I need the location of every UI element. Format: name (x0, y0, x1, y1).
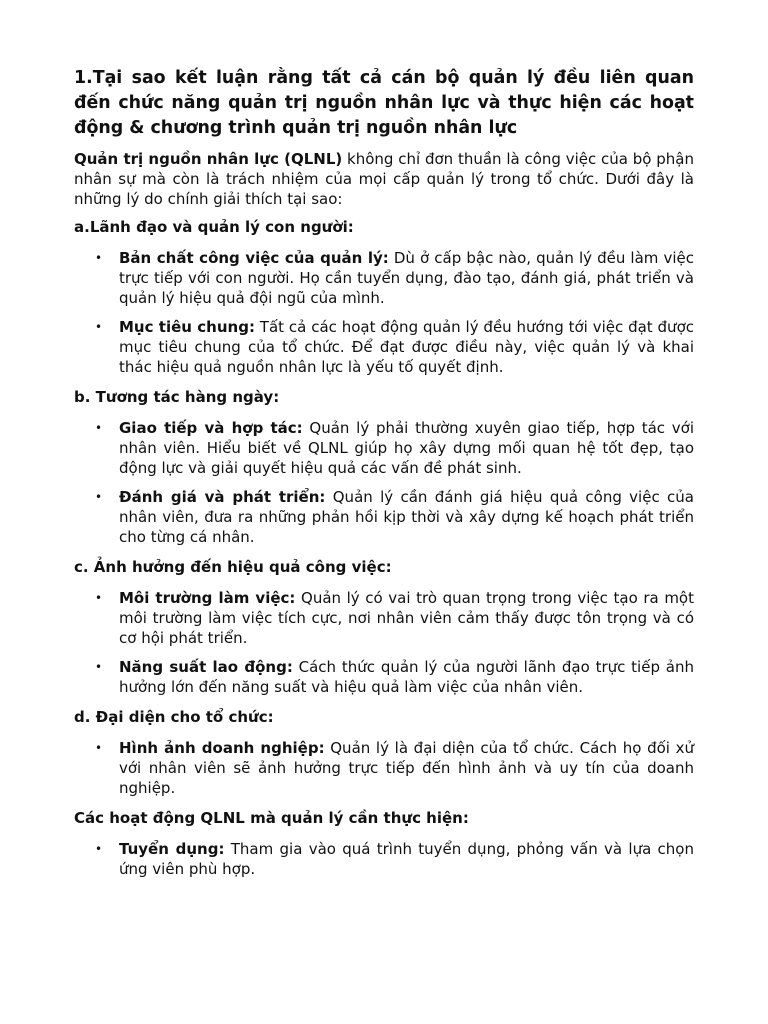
intro-paragraph (74, 149, 694, 209)
item-text: Dù ở cấp bậc nào, quản lý đều làm việc trực tiếp với con người. Họ cần tuyển dụng, đào tạo, đánh giá, phát triển và quản lý hiệu quả đội ngũ của mình. (119, 249, 695, 307)
bullet-icon: • (95, 842, 103, 856)
section-list (74, 248, 694, 377)
intro-bold: Quản trị nguồn nhân lực (QLNL) (74, 150, 343, 168)
list-item (95, 487, 694, 547)
item-bold: Giao tiếp và hợp tác: (119, 419, 303, 437)
item-bold: Hình ảnh doanh nghiệp: (119, 739, 325, 757)
list-item (95, 738, 694, 798)
bullet-icon: • (95, 251, 103, 265)
item-text: Cách thức quản lý của người lãnh đạo trực tiếp ảnh hưởng lớn đến năng suất và hiệu quả làm việc của nhân viên. (119, 658, 694, 696)
item-bold: Mục tiêu chung: (119, 318, 255, 336)
bullet-icon: • (95, 591, 103, 605)
section-list (74, 738, 694, 798)
list-item (95, 418, 694, 478)
section-heading: c. Ảnh hưởng đến hiệu quả công việc: (74, 558, 392, 576)
bullet-icon: • (95, 320, 103, 334)
list-item (95, 248, 695, 308)
section-heading: d. Đại diện cho tổ chức: (74, 708, 274, 726)
item-text: Quản lý có vai trò quan trọng trong việc tạo ra một môi trường làm việc tích cực, nơi nhân viên cảm thấy được tôn trọng và có cơ hội phát triển. (119, 589, 694, 647)
bullet-icon: • (95, 741, 103, 755)
item-text: Tham gia vào quá trình tuyển dụng, phỏng vấn và lựa chọn ứng viên phù hợp. (119, 840, 694, 878)
item-text: Quản lý là đại diện của tổ chức. Cách họ đối xử với nhân viên sẽ ảnh hưởng trực tiếp đến hình ảnh và uy tín của doanh nghiệp. (119, 739, 694, 797)
item-bold: Đánh giá và phát triển: (119, 488, 326, 506)
item-bold: Tuyển dụng: (119, 840, 225, 858)
list-item (95, 588, 694, 648)
item-bold: Bản chất công việc của quản lý: (119, 249, 389, 267)
intro-text: không chỉ đơn thuần là công việc của bộ phận nhân sự mà còn là trách nhiệm của mọi cấp quản lý trong tổ chức. Dưới đây là những lý do chính giải thích tại sao: (74, 150, 694, 208)
item-bold: Môi trường làm việc: (119, 589, 296, 607)
section-list (74, 839, 694, 879)
item-text: Tất cả các hoạt động quản lý đều hướng tới việc đạt được mục tiêu chung của tổ chức. Để đạt được điều này, việc quản lý và khai thác hiệu quả nguồn nhân lực là yếu tố quyết định. (119, 318, 694, 376)
section-heading: b. Tương tác hàng ngày: (74, 388, 280, 406)
section-heading: a.Lãnh đạo và quản lý con người: (74, 218, 354, 236)
list-item (95, 839, 694, 879)
document-title: 1.Tại sao kết luận rằng tất cả cán bộ quản lý đều liên quan đến chức năng quản trị nguồn nhân lực và thực hiện các hoạt động & chương trình quản trị nguồn nhân lực (74, 68, 694, 138)
section-heading: Các hoạt động QLNL mà quản lý cần thực hiện: (74, 809, 469, 827)
item-bold: Năng suất lao động: (119, 658, 293, 676)
item-text: Quản lý phải thường xuyên giao tiếp, hợp tác với nhân viên. Hiểu biết về QLNL giúp họ xây dựng mối quan hệ tốt đẹp, tạo động lực và giải quyết hiệu quả các vấn đề phát sinh. (119, 419, 694, 477)
bullet-icon: • (95, 421, 103, 435)
list-item (95, 317, 694, 377)
section-list (74, 418, 694, 547)
bullet-icon: • (95, 660, 103, 674)
list-item (95, 657, 694, 697)
bullet-icon: • (95, 490, 103, 504)
item-text: Quản lý cần đánh giá hiệu quả công việc của nhân viên, đưa ra những phản hồi kịp thời và xây dựng kế hoạch phát triển cho từng cá nhân. (119, 488, 694, 546)
section-list (74, 588, 694, 697)
